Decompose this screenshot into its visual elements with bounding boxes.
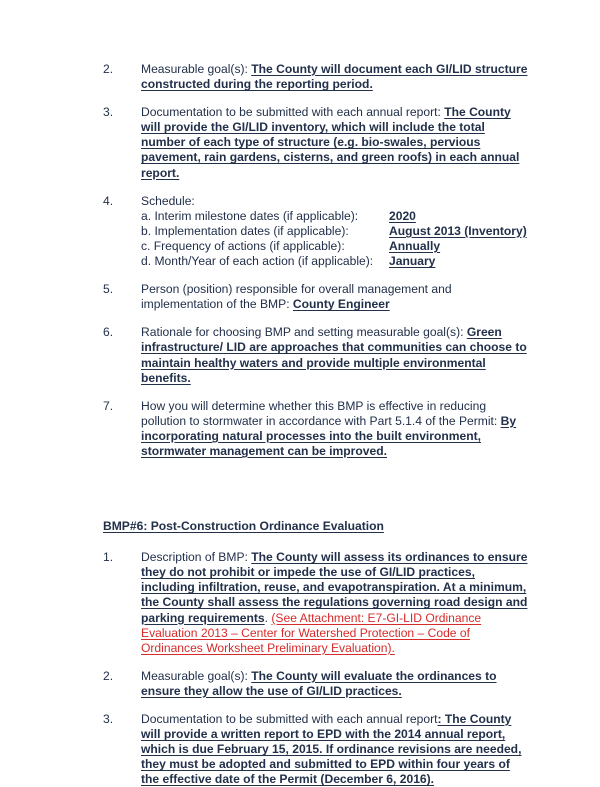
schedule-row-label: d. Month/Year of each action (if applicable): bbox=[141, 254, 374, 269]
text-run-plain: Measurable goal(s): bbox=[141, 668, 252, 683]
text-run-insertion: By incorporating natural processes into the built environment, stormwater management can be improved. bbox=[141, 413, 517, 458]
list-item-number: 7. bbox=[103, 398, 114, 413]
text-run-insertion: County Engineer bbox=[292, 297, 390, 312]
text-run-plain: Person (position) responsible for overall management and implementation of the BMP: bbox=[141, 282, 452, 312]
bmp5-continued-list bbox=[103, 62, 528, 459]
text-run-tracked-insertion: (See Attachment: E7-GI-LID Ordinance Evaluation 2013 – Center for Watershed Protection – Code of Ordinances Worksheet Preliminary Evaluation). bbox=[141, 610, 482, 655]
text-run-plain: How you will determine whether this BMP is effective in reducing pollution to stormwater in accordance with Part 5.1.4 of the Permit: bbox=[141, 398, 501, 428]
list-item-body bbox=[141, 669, 528, 699]
list-item bbox=[103, 105, 528, 180]
text-run-insertion: : The County will provide a written report to EPD with the 2014 annual report, which is due February 15, 2015. If ordinance revisions are needed, they must be adopted and submitted to EPD within four years of the effective date of the Permit (December 6, 2016). bbox=[141, 712, 522, 787]
list-item bbox=[103, 399, 528, 459]
list-item-number: 3. bbox=[103, 712, 114, 726]
list-item-number: 3. bbox=[103, 105, 114, 120]
list-item-number: 6. bbox=[103, 325, 114, 340]
schedule-row-value: January bbox=[389, 254, 436, 269]
schedule-table bbox=[141, 209, 527, 269]
section-spacer bbox=[103, 472, 528, 489]
list-item-body bbox=[141, 105, 528, 180]
bmp6-section bbox=[103, 489, 528, 787]
text-run-plain: . bbox=[264, 610, 272, 625]
list-item-body bbox=[141, 325, 528, 385]
text-run-plain: Description of BMP: bbox=[141, 550, 252, 565]
list-item bbox=[103, 550, 528, 656]
schedule-row-label: a. Interim milestone dates (if applicable): bbox=[141, 208, 359, 223]
page-content bbox=[103, 62, 528, 787]
list-item-number: 4. bbox=[103, 193, 114, 208]
text-run-insertion: Green infrastructure/ LID are approaches that communities can choose to maintain healthy waters and provide multiple environmental benefits. bbox=[141, 325, 527, 385]
list-item-body bbox=[141, 550, 528, 656]
list-item-body bbox=[141, 399, 528, 459]
schedule-row-value: August 2013 (Inventory) bbox=[389, 223, 527, 238]
text-run-plain: Documentation to be submitted with each annual report: bbox=[141, 105, 445, 120]
list-item-body bbox=[141, 282, 528, 312]
list-item-number: 5. bbox=[103, 282, 114, 297]
list-item-number: 2. bbox=[103, 62, 114, 76]
text-run-plain: Measurable goal(s): bbox=[141, 62, 252, 76]
list-item bbox=[103, 325, 528, 385]
text-run-insertion: The County will provide the GI/LID inventory, which will include the total number of each type of structure (e.g. bio-swales, pervious pavement, rain gardens, cisterns, and green roofs) in each annual report. bbox=[141, 105, 520, 180]
list-item-schedule bbox=[103, 194, 528, 269]
list-item-body bbox=[141, 62, 528, 92]
list-item bbox=[103, 62, 528, 92]
text-run-plain: Documentation to be submitted with each annual report bbox=[141, 712, 438, 726]
text-run-insertion: The County will assess its ordinances to ensure they do not prohibit or impede the use of GI/LID practices, including infiltration, reuse, and evapotranspiration. At a minimum, the County shall assess the regulations governing road design and parking requirements bbox=[141, 550, 528, 625]
list-item-number: 2. bbox=[103, 668, 114, 683]
schedule-row-value: Annually bbox=[389, 238, 441, 253]
list-item bbox=[103, 712, 528, 787]
list-item bbox=[103, 669, 528, 699]
text-run-plain: Rationale for choosing BMP and setting measurable goal(s): bbox=[141, 325, 467, 340]
schedule-label: Schedule: bbox=[141, 193, 195, 208]
schedule-row-value: 2020 bbox=[389, 208, 416, 223]
bmp6-heading: BMP#6: Post-Construction Ordinance Evaluation bbox=[103, 519, 384, 534]
schedule-row-label: c. Frequency of actions (if applicable): bbox=[141, 238, 345, 253]
list-item bbox=[103, 282, 528, 312]
list-item-number: 1. bbox=[103, 550, 114, 565]
list-item-body bbox=[141, 194, 528, 269]
list-item-body bbox=[141, 712, 528, 787]
table-row bbox=[141, 224, 527, 239]
table-row bbox=[141, 254, 527, 269]
text-run-insertion: The County will evaluate the ordinances to ensure they allow the use of GI/LID practices. bbox=[141, 668, 497, 698]
table-row bbox=[141, 239, 527, 254]
schedule-row-label: b. Implementation dates (if applicable): bbox=[141, 223, 349, 238]
text-run-insertion: The County will document each GI/LID structure constructed during the reporting period. bbox=[141, 62, 528, 92]
table-row bbox=[141, 209, 527, 224]
